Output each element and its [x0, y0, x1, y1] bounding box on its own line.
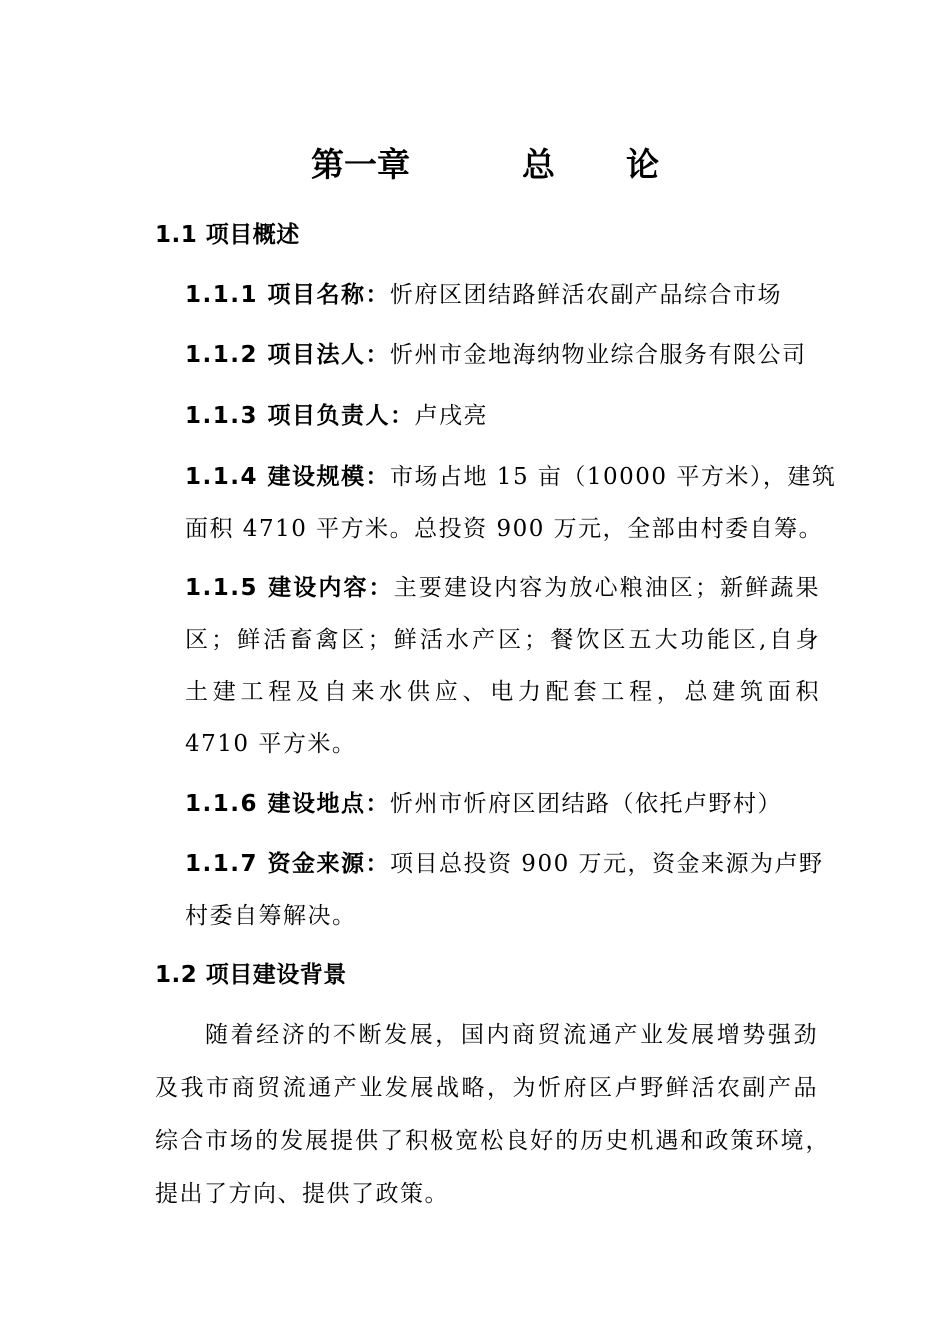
item-label: 1.1.5 建设内容：	[185, 575, 394, 601]
item-label: 1.1.6 建设地点：	[185, 791, 390, 817]
chapter-number: 第一章	[311, 145, 410, 184]
item-value: 市场占地 15 亩（10000 平方米），建筑	[390, 464, 837, 490]
item-construction-scale	[185, 459, 837, 495]
paragraph-line: 提出了方向、提供了政策。	[155, 1181, 449, 1207]
item-value-continuation: 4710 平方米。	[185, 731, 357, 757]
item-project-name	[185, 277, 782, 313]
item-value-continuation: 区；鲜活畜禽区；鲜活水产区；餐饮区五大功能区,自身	[185, 627, 820, 653]
paragraph-line: 综合市场的发展提供了积极宽松良好的历史机遇和政策环境，	[155, 1128, 830, 1154]
item-value-continuation: 村委自筹解决。	[185, 903, 357, 929]
paragraph-line: 及我市商贸流通产业发展战略，为忻府区卢野鲜活农副产品	[155, 1075, 818, 1101]
item-label: 1.1.4 建设规模：	[185, 464, 390, 490]
item-label: 1.1.1 项目名称：	[185, 282, 390, 308]
item-construction-location	[185, 786, 782, 822]
chapter-title-char: 论	[626, 145, 659, 184]
item-label: 1.1.7 资金来源：	[185, 851, 390, 877]
section-heading-1-1: 1.1 项目概述	[155, 222, 300, 248]
item-value: 忻州市金地海纳物业综合服务有限公司	[390, 342, 807, 368]
item-value: 卢戌亮	[414, 403, 488, 429]
item-value: 忻州市忻府区团结路（依托卢野村）	[390, 791, 782, 817]
item-funding-source	[185, 846, 824, 882]
item-value-continuation: 土建工程及自来水供应、电力配套工程，总建筑面积	[185, 679, 820, 705]
item-legal-entity	[185, 337, 807, 373]
item-value: 项目总投资 900 万元，资金来源为卢野	[390, 851, 824, 877]
item-label: 1.1.2 项目法人：	[185, 342, 390, 368]
section-heading-1-2: 1.2 项目建设背景	[155, 962, 347, 988]
item-person-in-charge	[185, 398, 488, 434]
paragraph-line: 随着经济的不断发展，国内商贸流通产业发展增势强劲	[205, 1022, 818, 1048]
item-value: 主要建设内容为放心粮油区；新鲜蔬果	[393, 575, 821, 601]
chapter-title-char: 总	[522, 145, 555, 184]
item-construction-content	[185, 570, 820, 606]
item-label: 1.1.3 项目负责人：	[185, 403, 415, 429]
item-value: 忻府区团结路鲜活农副产品综合市场	[390, 282, 782, 308]
item-value-continuation: 面积 4710 平方米。总投资 900 万元，全部由村委自筹。	[185, 516, 824, 542]
chapter-title	[0, 140, 950, 190]
